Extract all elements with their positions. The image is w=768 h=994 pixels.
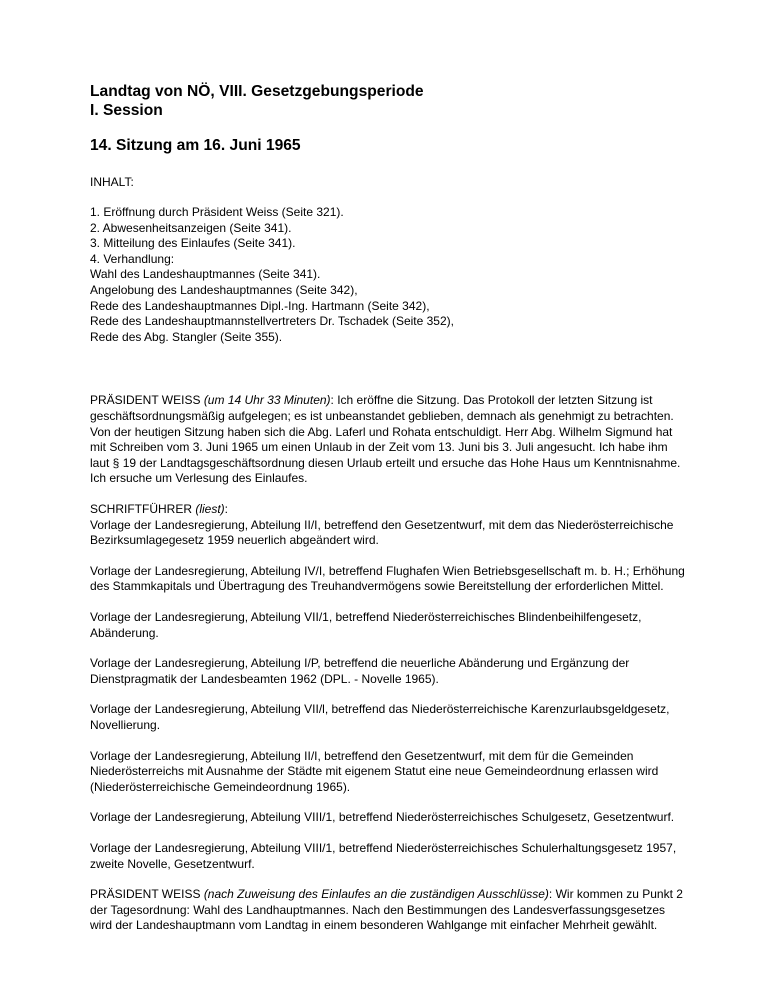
einlauf-item: Vorlage der Landesregierung, Abteilung VII/1, betreffend Niederösterreichisches Blindenbeihilfengesetz, Abänderung. xyxy=(90,609,642,640)
stage-note: (nach Zuweisung des Einlaufes an die zuständigen Ausschlüsse) xyxy=(203,887,549,902)
toc-item: Rede des Landeshauptmannstellvertreters Dr. Tschadek (Seite 352), xyxy=(90,314,454,329)
toc-item: Wahl des Landeshauptmannes (Seite 341). xyxy=(90,267,321,282)
stage-note: (um 14 Uhr 33 Minuten) xyxy=(203,393,331,408)
toc-item: 3. Mitteilung des Einlaufes (Seite 341). xyxy=(90,236,296,251)
inhalt-label: INHALT: xyxy=(90,174,134,189)
toc-item: 1. Eröffnung durch Präsident Weiss (Seite 321). xyxy=(90,205,344,220)
speech-text: : Ich eröffne die Sitzung. Das Protokoll der letzten Sitzung ist geschäftsordnungsmäßig aufgelegen; es ist unbeanstandet geblieben, demnach als genehmigt zu betrachten. xyxy=(90,393,674,424)
einlauf-item: Vorlage der Landesregierung, Abteilung IV/I, betreffend Flughafen Wien Betriebsgesellschaft m. b. H.; Erhöhung des Stammkapitals und Übertragung des Treuhandvermögens sowie Bereitstellung der erforderlichen Mittel. xyxy=(90,563,685,594)
speech-president-opening xyxy=(90,393,690,487)
speech-paragraph xyxy=(90,393,690,424)
speech-paragraph: Ich ersuche um Verlesung des Einlaufes. xyxy=(90,471,308,486)
document-page xyxy=(90,83,690,934)
speech-president-election xyxy=(90,887,690,934)
einlauf-item: Vorlage der Landesregierung, Abteilung II/I, betreffend den Gesetzentwurf, mit dem das Niederösterreichische Bezirksumlagegesetz 1959 neuerlich abgeändert wird. xyxy=(90,517,674,548)
toc-item: Angelobung des Landeshauptmannes (Seite 342), xyxy=(90,283,358,298)
speaker-name: SCHRIFTFÜHRER xyxy=(90,502,196,516)
stage-note: (liest) xyxy=(195,502,225,516)
einlauf-item: Vorlage der Landesregierung, Abteilung VIII/1, betreffend Niederösterreichisches Schulerhaltungsgesetz 1957, zweite Novelle, Gesetzentwurf. xyxy=(90,840,677,871)
sitting-title: 14. Sitzung am 16. Juni 1965 xyxy=(90,137,301,154)
speaker-name: PRÄSIDENT WEISS xyxy=(90,393,204,408)
toc-item: Rede des Landeshauptmannes Dipl.-Ing. Hartmann (Seite 342), xyxy=(90,298,430,313)
einlauf-item: Vorlage der Landesregierung, Abteilung II/I, betreffend den Gesetzentwurf, mit dem für die Gemeinden Niederösterreichs mit Ausnahme der Städte mit eigenem Statut eine neue Gemeindeordnung erlassen wird (Niederösterreichische Gemeindeordnung 1965). xyxy=(90,748,659,794)
table-of-contents xyxy=(90,205,690,345)
toc-item: Rede des Abg. Stangler (Seite 355). xyxy=(90,329,283,344)
speech-text: : Wir kommen zu Punkt 2 der Tagesordnung: Wahl des Landhauptmannes. Nach den Bestimmungen des Landesverfassungsgesetzes wird der Landeshauptmann vom Landtag in einem besonderen Wahlgange mit einfacher Mehrheit gewählt. xyxy=(90,887,683,933)
speech-paragraph: SCHRIFTFÜHRER (liest): xyxy=(90,502,229,516)
einlauf-item: Vorlage der Landesregierung, Abteilung VII/l, betreffend das Niederösterreichische Karenzurlaubsgeldgesetz, Novellierung. xyxy=(90,702,670,732)
toc-item: 2. Abwesenheitsanzeigen (Seite 341). xyxy=(90,220,292,235)
toc-item: 4. Verhandlung: xyxy=(90,251,175,266)
einlauf-item: Vorlage der Landesregierung, Abteilung I/P, betreffend die neuerliche Abänderung und Ergänzung der Dienstpragmatik der Landesbeamten 1962 (DPL. - Novelle 1965). xyxy=(90,656,630,686)
speaker-name: PRÄSIDENT WEISS xyxy=(90,887,204,902)
einlauf-item: Vorlage der Landesregierung, Abteilung VIII/1, betreffend Niederösterreichisches Schulgesetz, Gesetzentwurf. xyxy=(90,810,675,825)
session-title: I. Session xyxy=(90,101,163,119)
secretary-reading xyxy=(90,502,690,549)
speech-paragraph: Von der heutigen Sitzung haben sich die Abg. Laferl und Rohata entschuldigt. Herr Abg. Wilhelm Sigmund hat mit Schreiben vom 3. Juni 1965 um einen Unlaub in der Zeit vom 13. Juni bis 3. Juli angesucht. Ich habe ihm laut § 19 der Landtagsgeschäftsordnung diesen Urlaub erteilt und ersuche das Hohe Haus um Kenntnisnahme. xyxy=(90,424,681,470)
document-title: Landtag von NÖ, VIII. Gesetzgebungsperiode xyxy=(90,83,424,100)
